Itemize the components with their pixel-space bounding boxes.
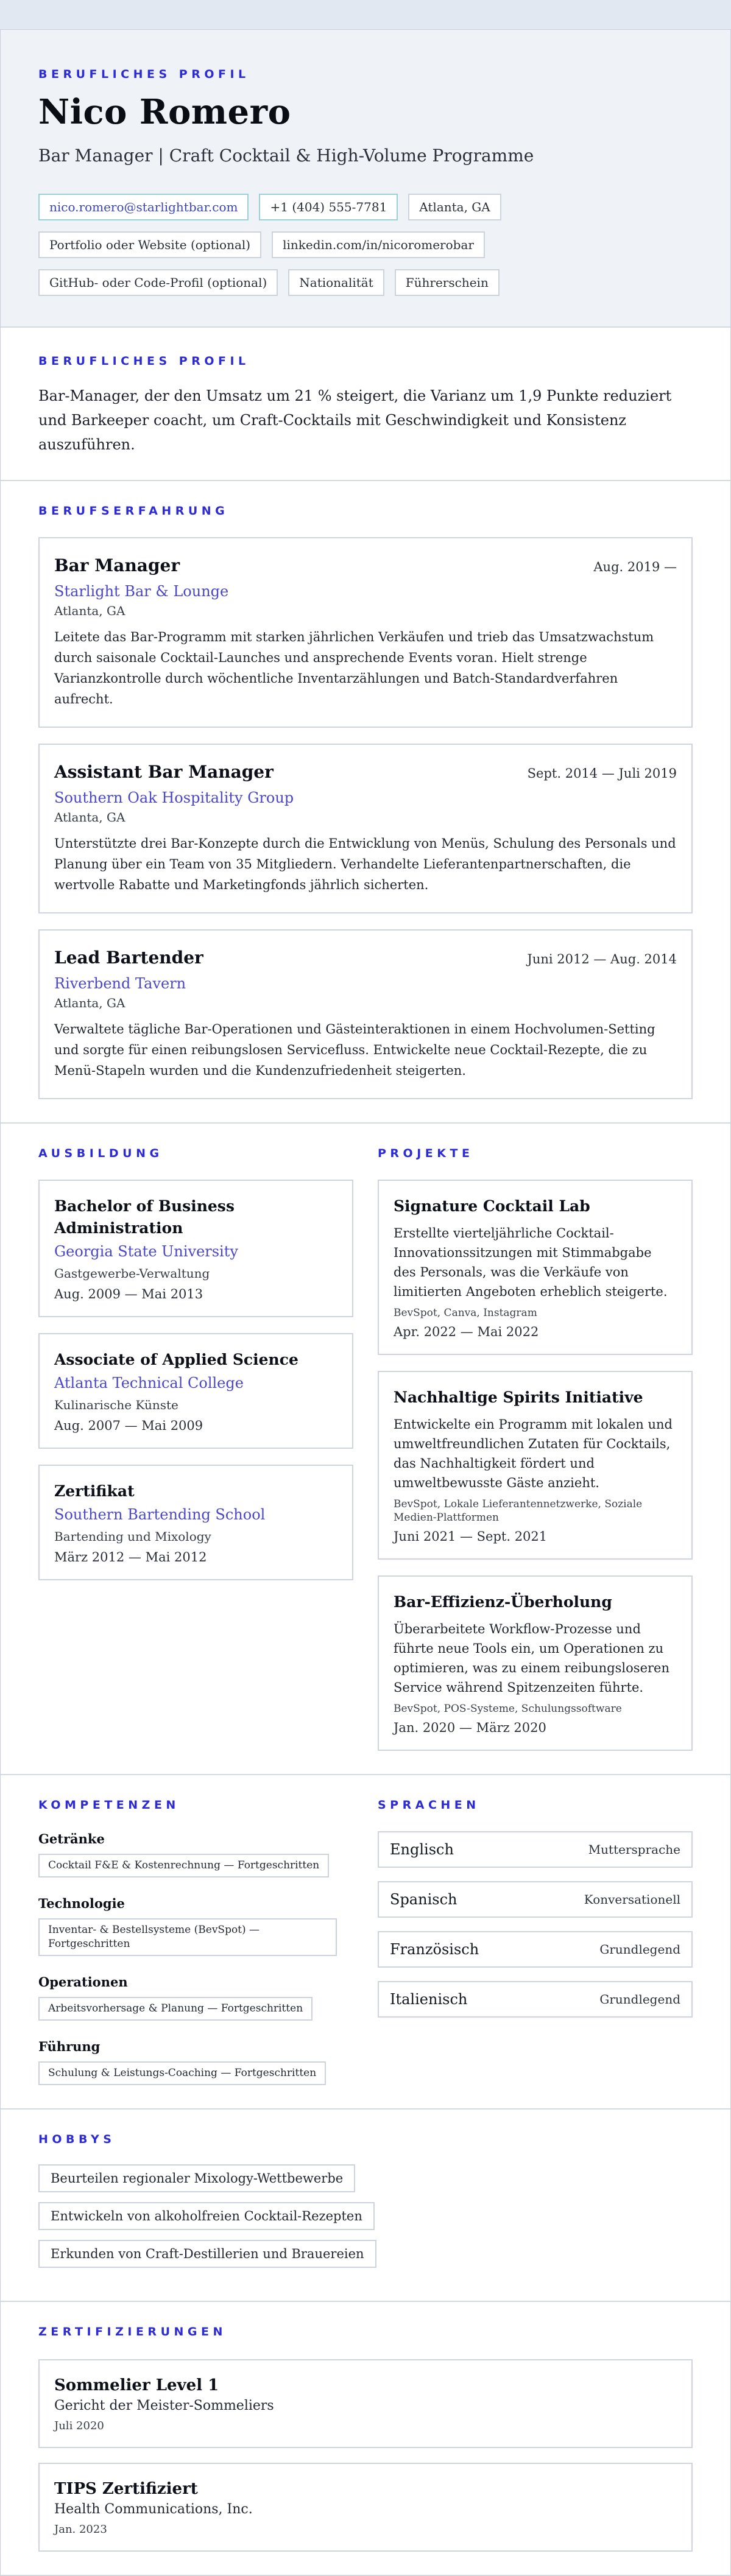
job-dates: Juni 2012 — Aug. 2014 xyxy=(527,952,677,966)
hobbies-section xyxy=(1,2110,730,2302)
skills-languages-section xyxy=(1,1775,730,2110)
job-dates: Aug. 2019 — xyxy=(593,560,677,574)
profile-summary: Bar-Manager, der den Umsatz um 21 % steigert, die Varianz um 1,9 Punkte reduziert und Barkeeper coacht, um Craft-Cocktails mit Geschwindigkeit und Konsistenz auszuführen. xyxy=(38,387,672,453)
candidate-name: Nico Romero xyxy=(38,92,291,132)
project-description: Überarbeitete Workflow-Prozesse und führte neue Tools ein, um Operationen zu optimieren, was zu einem reibungsloseren Service während Spitzenzeiten führte. xyxy=(394,1622,669,1695)
school: Southern Bartending School xyxy=(54,1506,266,1523)
section-heading: BERUFLICHES PROFIL xyxy=(38,354,250,368)
education-dates: März 2012 — Mai 2012 xyxy=(54,1550,207,1564)
field-of-study: Gastgewerbe-Verwaltung xyxy=(54,1266,210,1281)
skill-chip: Inventar- & Bestellsysteme (BevSpot) — Fortgeschritten xyxy=(38,1918,337,1956)
language-item xyxy=(378,1881,693,1918)
skill-group-title: Getränke xyxy=(38,1831,105,1846)
employer: Riverbend Tavern xyxy=(54,975,186,992)
section-heading: ZERTIFIZIERUNGEN xyxy=(38,2325,227,2338)
skill-group-title: Operationen xyxy=(38,1974,128,1990)
certification-item xyxy=(38,2463,693,2552)
header-eyebrow: BERUFLICHES PROFIL xyxy=(38,68,250,81)
skill-group-title: Führung xyxy=(38,2039,101,2054)
experience-item xyxy=(38,537,693,728)
employer: Southern Oak Hospitality Group xyxy=(54,789,294,806)
project-title: Signature Cocktail Lab xyxy=(394,1197,590,1215)
contact-phone[interactable]: +1 (404) 555-7781 xyxy=(259,194,398,220)
project-description: Erstellte vierteljährliche Cocktail-Innovationssitzungen mit Stimmabgabe des Personals, was die Verkäufe von limitierten Angeboten erheblich steigerte. xyxy=(394,1226,668,1299)
certification-date: Juli 2020 xyxy=(54,2419,104,2432)
job-title: Lead Bartender xyxy=(54,948,203,968)
skill-group xyxy=(38,1831,353,1877)
contact-location: Atlanta, GA xyxy=(408,194,501,220)
resume-header xyxy=(1,30,730,328)
contact-nationality: Nationalität xyxy=(288,269,384,296)
hobby-chip: Erkunden von Craft-Destillerien und Brauereien xyxy=(38,2240,376,2268)
employer: Starlight Bar & Lounge xyxy=(54,583,229,600)
job-title: Assistant Bar Manager xyxy=(54,762,274,782)
education-dates: Aug. 2007 — Mai 2009 xyxy=(54,1418,203,1433)
hobby-chip: Entwickeln von alkoholfreien Cocktail-Rezepten xyxy=(38,2202,375,2230)
language-level: Grundlegend xyxy=(599,1942,680,1957)
project-dates: Apr. 2022 — Mai 2022 xyxy=(394,1325,539,1339)
education-column xyxy=(38,1147,353,1751)
language-level: Muttersprache xyxy=(588,1842,680,1857)
contact-email[interactable]: nico.romero@starlightbar.com xyxy=(38,194,249,220)
project-dates: Juni 2021 — Sept. 2021 xyxy=(394,1529,548,1544)
language-name: Französisch xyxy=(390,1941,479,1958)
language-item xyxy=(378,1831,693,1868)
language-level: Konversationell xyxy=(584,1892,680,1907)
job-title: Bar Manager xyxy=(54,555,180,575)
section-heading: KOMPETENZEN xyxy=(38,1798,180,1812)
skill-chip: Arbeitsvorhersage & Planung — Fortgeschritten xyxy=(38,1997,313,2021)
certifications-section xyxy=(1,2302,730,2576)
candidate-headline: Bar Manager | Craft Cocktail & High-Volume Programme xyxy=(38,146,534,166)
language-level: Grundlegend xyxy=(599,1992,680,2007)
job-location: Atlanta, GA xyxy=(54,604,125,618)
project-tools: BevSpot, Lokale Lieferantennetzwerke, Soziale Medien-Plattformen xyxy=(394,1498,643,1524)
language-item xyxy=(378,1931,693,1968)
job-description: Leitete das Bar-Programm mit starken jährlichen Verkäufen und trieb das Umsatzwachstum durch saisonale Cocktail-Launches und ansprechende Events voran. Hielt strenge Varianzkontrolle durch wöchentliche Inventarzählungen und Batch-Standardverfahren aufrecht. xyxy=(54,630,654,706)
job-location: Atlanta, GA xyxy=(54,810,125,825)
field-of-study: Kulinarische Künste xyxy=(54,1398,178,1412)
degree: Bachelor of Business Administration xyxy=(54,1197,235,1237)
education-item xyxy=(38,1465,353,1580)
language-name: Italienisch xyxy=(390,1991,468,2008)
section-heading: PROJEKTE xyxy=(378,1147,474,1160)
project-item xyxy=(378,1371,693,1560)
section-heading: SPRACHEN xyxy=(378,1798,480,1812)
contact-portfolio: Portfolio oder Website (optional) xyxy=(38,231,261,258)
hobby-list xyxy=(38,2164,693,2278)
education-item xyxy=(38,1333,353,1449)
contact-list xyxy=(38,194,693,296)
resume-page xyxy=(0,29,731,2576)
certification-name: TIPS Zertifiziert xyxy=(54,2480,198,2498)
project-dates: Jan. 2020 — März 2020 xyxy=(394,1720,546,1735)
skill-chip: Cocktail F&E & Kostenrechnung — Fortgeschritten xyxy=(38,1854,329,1877)
contact-linkedin[interactable]: linkedin.com/in/nicoromerobar xyxy=(272,231,485,258)
job-location: Atlanta, GA xyxy=(54,996,125,1010)
project-tools: BevSpot, POS-Systeme, Schulungssoftware xyxy=(394,1703,622,1715)
skill-group-title: Technologie xyxy=(38,1896,125,1911)
job-dates: Sept. 2014 — Juli 2019 xyxy=(527,766,677,781)
language-name: Englisch xyxy=(390,1841,454,1858)
education-projects-section xyxy=(1,1124,730,1775)
certification-date: Jan. 2023 xyxy=(54,2523,107,2536)
experience-item xyxy=(38,929,693,1099)
skills-column xyxy=(38,1798,353,2085)
project-tools: BevSpot, Canva, Instagram xyxy=(394,1307,537,1319)
job-description: Unterstützte drei Bar-Konzepte durch die Entwicklung von Menüs, Schulung des Personals und Planung über ein Team von 35 Mitgliedern. Verhandelte Lieferantenpartnerschaften, die wertvolle Rabatte und Marketingfonds jährlich sicherten. xyxy=(54,836,676,892)
experience-item xyxy=(38,744,693,913)
project-item xyxy=(378,1180,693,1355)
language-name: Spanisch xyxy=(390,1891,457,1908)
project-title: Nachhaltige Spirits Initiative xyxy=(394,1388,643,1406)
projects-column xyxy=(378,1147,693,1751)
project-item xyxy=(378,1575,693,1751)
degree: Associate of Applied Science xyxy=(54,1351,298,1368)
job-description: Verwaltete tägliche Bar-Operationen und Gästeinteraktionen in einem Hochvolumen-Setting und sorgte für einen reibungslosen Servicefluss. Entwickelte neue Cocktail-Rezepte, die zu Menü-Stapeln wurden und die Kundenzufriedenheit steigerten. xyxy=(54,1022,655,1078)
section-heading: AUSBILDUNG xyxy=(38,1147,163,1160)
contact-github: GitHub- oder Code-Profil (optional) xyxy=(38,269,278,296)
certification-name: Sommelier Level 1 xyxy=(54,2376,219,2395)
section-heading: BERUFSERFAHRUNG xyxy=(38,504,229,518)
project-description: Entwickelte ein Programm mit lokalen und umweltfreundlichen Zutaten für Cocktails, das Nachhaltigkeit fördert und umweltbewusste Gäste anzieht. xyxy=(394,1417,673,1490)
field-of-study: Bartending und Mixology xyxy=(54,1529,211,1544)
project-title: Bar-Effizienz-Überholung xyxy=(394,1593,612,1611)
school: Georgia State University xyxy=(54,1243,238,1260)
hobby-chip: Beurteilen regionaler Mixology-Wettbewerbe xyxy=(38,2164,355,2192)
certification-issuer: Health Communications, Inc. xyxy=(54,2502,253,2517)
skill-chip: Schulung & Leistungs-Coaching — Fortgeschritten xyxy=(38,2061,326,2085)
certification-item xyxy=(38,2359,693,2448)
profile-section xyxy=(1,328,730,481)
certification-issuer: Gericht der Meister-Sommeliers xyxy=(54,2398,274,2413)
degree: Zertifikat xyxy=(54,1482,135,1500)
language-item xyxy=(378,1981,693,2018)
section-heading: HOBBYS xyxy=(38,2133,116,2146)
skill-group xyxy=(38,1974,353,2021)
experience-section xyxy=(1,481,730,1124)
skill-group xyxy=(38,1896,353,1956)
education-item xyxy=(38,1180,353,1317)
contact-license: Führerschein xyxy=(395,269,500,296)
education-dates: Aug. 2009 — Mai 2013 xyxy=(54,1287,203,1301)
skill-group xyxy=(38,2039,353,2085)
school: Atlanta Technical College xyxy=(54,1374,244,1392)
languages-column xyxy=(378,1798,693,2085)
